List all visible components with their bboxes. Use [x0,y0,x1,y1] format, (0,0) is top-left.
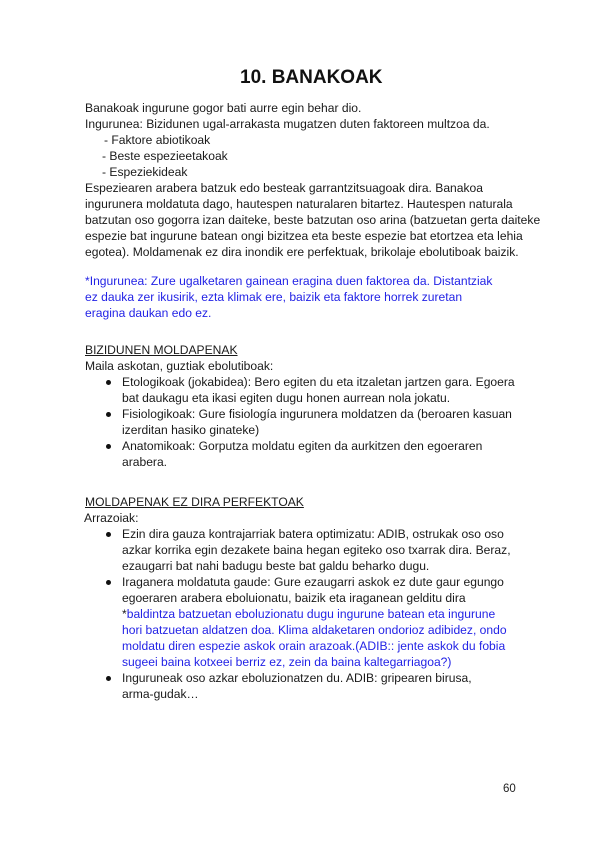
bullet-text: arabera. [122,455,168,469]
bullet-note-line: hori batzuetan aldatzen doa. Klima aldaketaren ondorioz adibidez, ondo [122,623,507,637]
bullet-text: Fisiologikoak: Gure fisiología ingurunera moldatzen da (beroaren kasuan [122,407,512,421]
intro-list-item: - Faktore abiotikoak [104,133,211,147]
intro-paragraph-line: batzutan oso gogorra izan daiteke, beste batzutan oso arina (batzuetan gerta daiteke [85,213,541,227]
intro-paragraph-line: ingurunera moldatuta dago, hautespen naturalaren bitartez. Hautespen naturala [85,197,513,211]
page-number: 60 [503,783,516,795]
bullet-text: Inguruneak oso azkar eboluzionatzen du. ADIB: gripearen birusa, [122,671,472,685]
bullet-text: Etologikoak (jokabidea): Bero egiten du eta itzaletan jartzen gara. Egoera [122,375,515,389]
bullet-text: Anatomikoak: Gorputza moldatu egiten da aurkitzen den egoeraren [122,439,483,453]
intro-list-item: - Beste espezieetakoak [102,149,228,163]
bullet-text: azkar korrika egin dezakete baina hegan egiteko oso txarrak dira. Beraz, [122,543,511,557]
bullet-icon [106,412,111,417]
section-heading: BIZIDUNEN MOLDAPENAK [85,343,238,357]
bullet-text: Ezin dira gauza kontrajarriak batera optimizatu: ADIB, ostrukak oso oso [122,527,504,541]
section-lead: Arrazoiak: [84,511,139,525]
note-asterisk: * [122,607,127,621]
intro-paragraph-line: Espeziearen arabera batzuk edo besteak garrantzitsuagoak dira. Banakoa [85,181,484,195]
bullet-icon [106,676,111,681]
bullet-text: egoeraren arabera eboluionatu, baizik eta iraganean gelditu dira [122,591,466,605]
note-line: ez dauka zer ikusirik, ezta klimak ere, baizik eta faktore horrek zuretan [85,290,463,304]
bullet-icon [106,580,111,585]
bullet-icon [106,380,111,385]
bullet-note-line: moldatu diren espezie askok orain arazoak.(ADIB:: jente askok du fobia [122,639,506,653]
note-line: eragina daukan edo ez. [85,306,212,320]
bullet-text: Iraganera moldatuta gaude: Gure ezaugarri askok ez dute gaur egungo [122,575,504,589]
bullet-text: bat daukagu eta ikasi egiten dugu honen aurrean nola jokatu. [122,391,451,405]
note-text: baldintza batzuetan eboluzionatu dugu ingurune batean eta ingurune [126,607,496,621]
page-title: 10. BANAKOAK [240,67,383,88]
bullet-note-line: sugeei baina kotxeei berriz ez, zein da baina kaltegarriagoa?) [122,655,452,669]
bullet-text: arma-gudak… [122,687,199,701]
bullet-icon [106,444,111,449]
intro-line: Banakoak ingurune gogor bati aurre egin behar dio. [85,101,362,115]
intro-line: Ingurunea: Bizidunen ugal-arrakasta mugatzen duten faktoreen multzoa da. [85,117,490,131]
bullet-text: izerditan hasiko ginateke) [122,423,260,437]
intro-paragraph-line: egotea). Moldamenak ez dira inondik ere perfektuak, brikolaje ebolutiboak baizik. [85,245,519,259]
section-heading: MOLDAPENAK EZ DIRA PERFEKTOAK [85,495,304,509]
bullet-icon [106,532,111,537]
intro-paragraph-line: espezie bat ingurune batean ongi bizitzea eta beste espezie bat etortzea eta lehia [85,229,523,243]
section-lead: Maila askotan, guztiak ebolutiboak: [85,359,274,373]
intro-list-item: - Espeziekideak [102,165,188,179]
bullet-note-line [122,607,495,622]
bullet-text: ezaugarri bat nahi badugu beste bat galdu beharko dugu. [122,559,430,573]
note-line: *Ingurunea: Zure ugalketaren gainean eragina duen faktorea da. Distantziak [85,274,493,288]
